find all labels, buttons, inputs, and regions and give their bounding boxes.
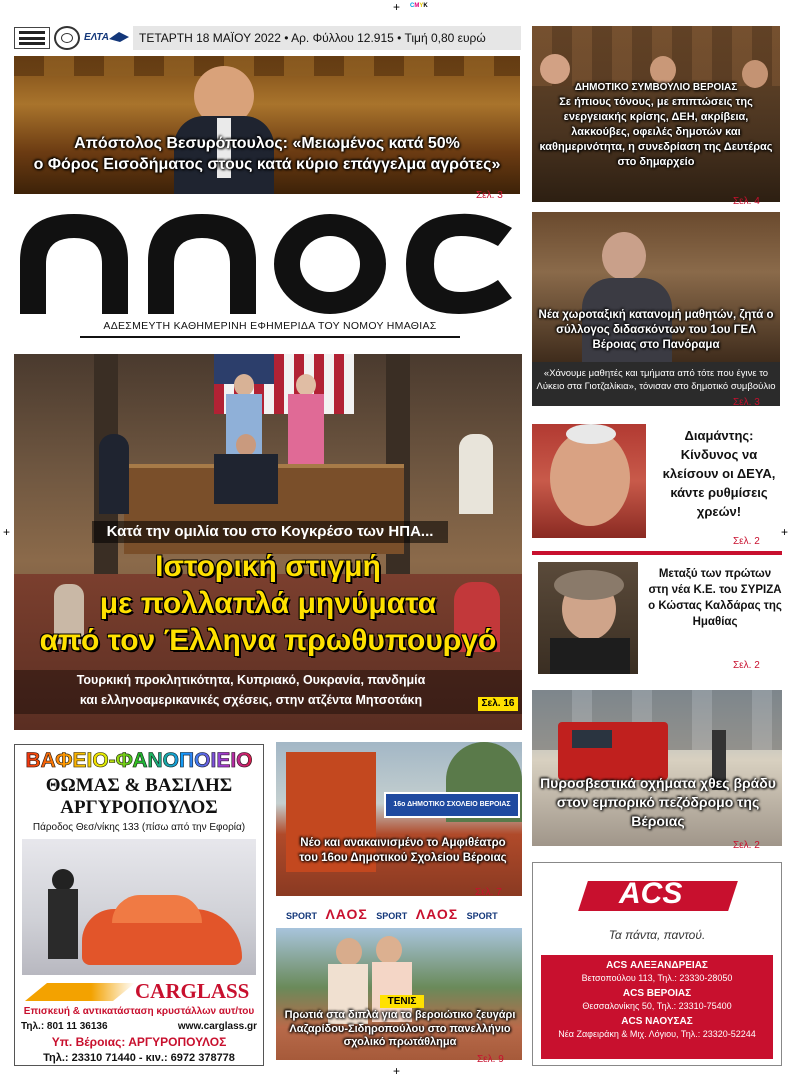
acs-logo: ACS bbox=[533, 863, 781, 927]
deya-headline[interactable]: Διαμάντης: Κίνδυνος να κλείσουν οι ΔΕΥΑ, κάντε ρυθμίσεις χρεών! bbox=[662, 428, 776, 519]
fire-page: Σελ. 2 bbox=[733, 840, 760, 851]
acs-branch-3: ACS ΝΑΟΥΣΑΣ Νέα Ζαφειράκη & Μιχ. Λόγιου, Τηλ.: 23320-52244 bbox=[558, 1016, 756, 1039]
main-headline-line1: Ιστορική στιγμή bbox=[155, 550, 381, 583]
school-sign: 16ο ΔΗΜΟΤΙΚΟ ΣΧΟΛΕΙΟ ΒΕΡΟΙΑΣ bbox=[384, 792, 520, 818]
ad-paint-address: Πάροδος Θεσ/νίκης 133 (πίσω από την Εφορία) bbox=[32, 822, 246, 833]
school-headline[interactable]: Νέα χωροταξική κατανομή μαθητών, ζητά ο σύλλογος διδασκόντων του 1ου ΓΕΛ Βέροιας στο Πανόραμα bbox=[538, 309, 774, 351]
masthead-subtitle: ΑΔΕΣΜΕΥΤΗ ΚΑΘΗΜΕΡΙΝΗ ΕΦΗΜΕΡΙΔΑ ΤΟΥ ΝΟΜΟΥ ΗΜΑΘΙΑΣ bbox=[103, 320, 437, 332]
ad-paint-service: Επισκευή & αντικατάσταση κρυστάλλων αυτ/του bbox=[23, 1006, 255, 1017]
ad-paint-photo bbox=[22, 839, 256, 975]
council-kicker: ΔΗΜΟΤΙΚΟ ΣΥΜΒΟΥΛΙΟ ΒΕΡΟΙΑΣ bbox=[574, 82, 738, 93]
main-kicker: Κατά την ομιλία του στο Κογκρέσο των ΗΠΑ... bbox=[106, 523, 434, 540]
ad-paint-names1: ΘΩΜΑΣ & ΒΑΣΙΛΗΣ bbox=[45, 775, 233, 796]
deya-page: Σελ. 2 bbox=[733, 536, 760, 547]
council-page: Σελ. 4 bbox=[733, 196, 760, 207]
school-page: Σελ. 3 bbox=[733, 397, 760, 408]
ad-paint-contacts bbox=[15, 1019, 263, 1034]
elta-logo: ΕΛΤΑ bbox=[84, 27, 130, 49]
syriza-page: Σελ. 2 bbox=[733, 660, 760, 671]
syriza-photo bbox=[538, 562, 638, 674]
main-deck-line2: και ελληνοαμερικανικές σχέσεις, στην ατζέντα Μητσοτάκη bbox=[79, 693, 423, 707]
ad-paint[interactable] bbox=[14, 744, 264, 1066]
main-kicker-bar bbox=[92, 521, 448, 543]
registration-mark-top: + bbox=[393, 0, 401, 14]
school-quote: «Χάνουμε μαθητές και τμήματα από τότε που έγινε το Λύκειο στα Γιοτζαλίκια», τόνισαν στο δημοτικό συμβούλιο bbox=[536, 368, 776, 392]
masthead-logo bbox=[14, 206, 520, 318]
main-headline-line2: με πολλαπλά μηνύματα bbox=[99, 587, 437, 620]
ad-paint-phones: Τηλ.: 23310 71440 - κιν.: 6972 378778 bbox=[43, 1052, 235, 1064]
deya-photo bbox=[532, 424, 646, 538]
main-headline[interactable] bbox=[14, 548, 522, 666]
registration-mark-left: + bbox=[3, 525, 11, 539]
carglass-logo bbox=[15, 979, 263, 1005]
ad-paint-title: ΒΑΦΕΙΟ-ΦΑΝΟΠΟΙΕΙΟ bbox=[15, 747, 263, 775]
publisher-logo bbox=[14, 27, 50, 49]
amphitheatre-headline[interactable]: Νέο και ανακαινισμένο το Αμφιθέατρο του 16ου Δημοτικού Σχολείου Βέροιας bbox=[299, 837, 507, 864]
sport-header: SPORT ΛΑΟΣ SPORT ΛΑΟΣ SPORT bbox=[286, 906, 498, 922]
acs-branch-1: ACS ΑΛΕΞΑΝΔΡΕΙΑΣ Βετσοπούλου 113, Τηλ.: 23330-28050 bbox=[581, 960, 733, 983]
main-deck bbox=[14, 670, 522, 714]
sport-kicker-box bbox=[380, 995, 424, 1008]
masthead-subtitle-wrap bbox=[80, 320, 460, 338]
council-story-text[interactable] bbox=[536, 80, 776, 170]
top-story-headline[interactable]: Απόστολος Βεσυρόπουλος: «Μειωμένος κατά 50% ο Φόρος Εισοδήματος στους κατά κύριο επάγγελμα αγρότες» bbox=[33, 135, 501, 173]
ad-paint-phone: Τηλ.: 801 11 36136 bbox=[21, 1021, 108, 1032]
date-bar bbox=[133, 26, 521, 50]
section-divider bbox=[532, 551, 782, 555]
syriza-headline[interactable]: Μεταξύ των πρώτων στη νέα Κ.Ε. του ΣΥΡΙΖΑ ο Κώστας Καλδάρας της Ημαθίας bbox=[648, 568, 782, 628]
main-deck-line1: Τουρκική προκλητικότητα, Κυπριακό, Ουκρανία, πανδημία bbox=[76, 673, 426, 687]
amphitheatre-page: Σελ. 7 bbox=[475, 887, 502, 898]
date-line: ΤΕΤΑΡΤΗ 18 ΜΑΪΟΥ 2022 • Αρ. Φύλλου 12.915 • Τιμή 0,80 ευρώ bbox=[139, 31, 486, 45]
acs-branch-2: ACS ΒΕΡΟΙΑΣ Θεσσαλονίκης 50, Τηλ.: 23310-75400 bbox=[582, 988, 732, 1011]
ad-paint-names2: ΑΡΓΥΡΟΠΟΥΛΟΣ bbox=[60, 797, 218, 818]
sport-page: Σελ. 9 bbox=[477, 1054, 504, 1065]
main-headline-line3: από τον Έλληνα πρωθυπουργό bbox=[39, 624, 497, 657]
ad-paint-responsible: Υπ. Βέροιας: ΑΡΓΥΡΟΠΟΥΛΟΣ bbox=[51, 1035, 227, 1049]
main-page-badge bbox=[478, 697, 518, 711]
sport-headline[interactable]: Πρωτιά στα διπλά για το βεροιώτικο ζευγάρι Λαζαρίδου-Σιδηροπούλου στο πανελλήνιο σχολικό πρωτάθλημα bbox=[284, 1009, 516, 1048]
acs-slogan: Τα πάντα, παντού. bbox=[608, 928, 706, 942]
council-headline: Σε ήπιους τόνους, με επιπτώσεις της ενεργειακής κρίσης, ΔΕΗ, ακρίβεια, λακκούβες, οφειλές δημοτών και καθημερινότητα, η συνεδρίαση της Δευτέρας στο δημαρχείο bbox=[539, 96, 773, 168]
registration-mark-bottom: + bbox=[393, 1064, 401, 1078]
cmyk-label: CMYK bbox=[410, 3, 428, 9]
ad-acs[interactable] bbox=[532, 862, 782, 1066]
top-story-page: Σελ. 3 bbox=[476, 190, 503, 201]
main-page: Σελ. 16 bbox=[481, 698, 515, 709]
ad-paint-website: www.carglass.gr bbox=[177, 1021, 257, 1032]
association-seal-icon bbox=[54, 26, 80, 50]
carglass-brand: CARGLASS bbox=[135, 979, 250, 1003]
amphitheatre-photo bbox=[276, 742, 522, 896]
acs-branches bbox=[541, 955, 773, 1059]
registration-mark-right: + bbox=[781, 525, 789, 539]
sport-kicker: ΤΕΝΙΣ bbox=[387, 996, 417, 1007]
fire-headline[interactable]: Πυροσβεστικά οχήματα χθες βράδυ στον εμπορικό πεζόδρομο της Βέροιας bbox=[540, 775, 776, 829]
